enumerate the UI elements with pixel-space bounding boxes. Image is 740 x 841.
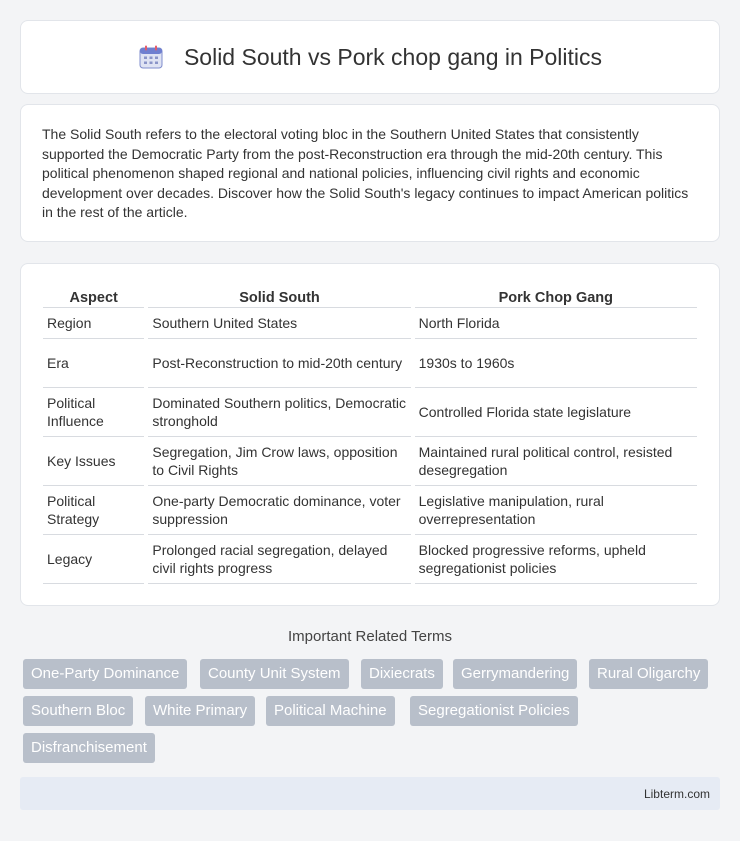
intro-card <box>20 104 720 242</box>
table-cell: Post-Reconstruction to mid-20th century <box>148 339 410 388</box>
table-cell: Controlled Florida state legislature <box>415 388 697 437</box>
comparison-table <box>39 286 701 584</box>
table-cell: Blocked progressive reforms, upheld segregationist policies <box>415 535 697 584</box>
table-row <box>43 535 697 584</box>
table-cell: 1930s to 1960s <box>415 339 697 388</box>
title-wrap <box>138 44 602 71</box>
table-cell: Segregation, Jim Crow laws, opposition to Civil Rights <box>148 437 410 486</box>
intro-text: The Solid South refers to the electoral voting bloc in the Southern United States that consistently supported the Democratic Party from the post-Reconstruction era through the mid-20th century. This political phenomenon shaped regional and national policies, influencing civil rights and economic development over decades. Discover how the Solid South's legacy continues to impact American politics in the rest of the article. <box>42 126 689 221</box>
table-row <box>43 486 697 535</box>
table-cell: North Florida <box>415 308 697 339</box>
table-cell: Legacy <box>43 535 144 584</box>
header-card <box>20 20 720 94</box>
comparison-card <box>20 263 720 606</box>
table-cell: Southern United States <box>148 308 410 339</box>
table-cell: Legislative manipulation, rural overrepresentation <box>415 486 697 535</box>
calendar-icon <box>138 44 164 70</box>
table-cell: Region <box>43 308 144 339</box>
table-cell: Prolonged racial segregation, delayed civil rights progress <box>148 535 410 584</box>
related-term-tag[interactable]: Dixiecrats <box>361 659 443 689</box>
related-term-tag[interactable]: County Unit System <box>200 659 349 689</box>
table-cell: Dominated Southern politics, Democratic stronghold <box>148 388 410 437</box>
related-term-tag[interactable]: Southern Bloc <box>23 696 133 726</box>
related-term-tag[interactable]: Rural Oligarchy <box>589 659 708 689</box>
table-cell: Era <box>43 339 144 388</box>
table-cell: Political Influence <box>43 388 144 437</box>
header-pork-chop-gang: Pork Chop Gang <box>415 286 697 308</box>
table-cell: One-party Democratic dominance, voter suppression <box>148 486 410 535</box>
table-header-row <box>43 286 697 308</box>
related-term-tag[interactable]: Segregationist Policies <box>410 696 578 726</box>
table-row <box>43 339 697 388</box>
table-cell: Maintained rural political control, resisted desegregation <box>415 437 697 486</box>
footer-site-link[interactable]: Libterm.com <box>643 787 710 801</box>
related-term-tag[interactable]: Gerrymandering <box>453 659 577 689</box>
header-aspect: Aspect <box>43 286 144 308</box>
table-row <box>43 388 697 437</box>
related-term-tag[interactable]: Political Machine <box>266 696 395 726</box>
header-solid-south: Solid South <box>148 286 410 308</box>
footer <box>20 777 720 810</box>
related-term-tag[interactable]: White Primary <box>145 696 255 726</box>
related-term-tag[interactable]: One-Party Dominance <box>23 659 187 689</box>
page-title: Solid South vs Pork chop gang in Politics <box>183 43 603 70</box>
related-terms-title: Important Related Terms <box>288 628 452 645</box>
table-row <box>43 308 697 339</box>
related-term-tag[interactable]: Disfranchisement <box>23 733 155 763</box>
table-row <box>43 437 697 486</box>
table-cell: Key Issues <box>43 437 144 486</box>
table-cell: Political Strategy <box>43 486 144 535</box>
